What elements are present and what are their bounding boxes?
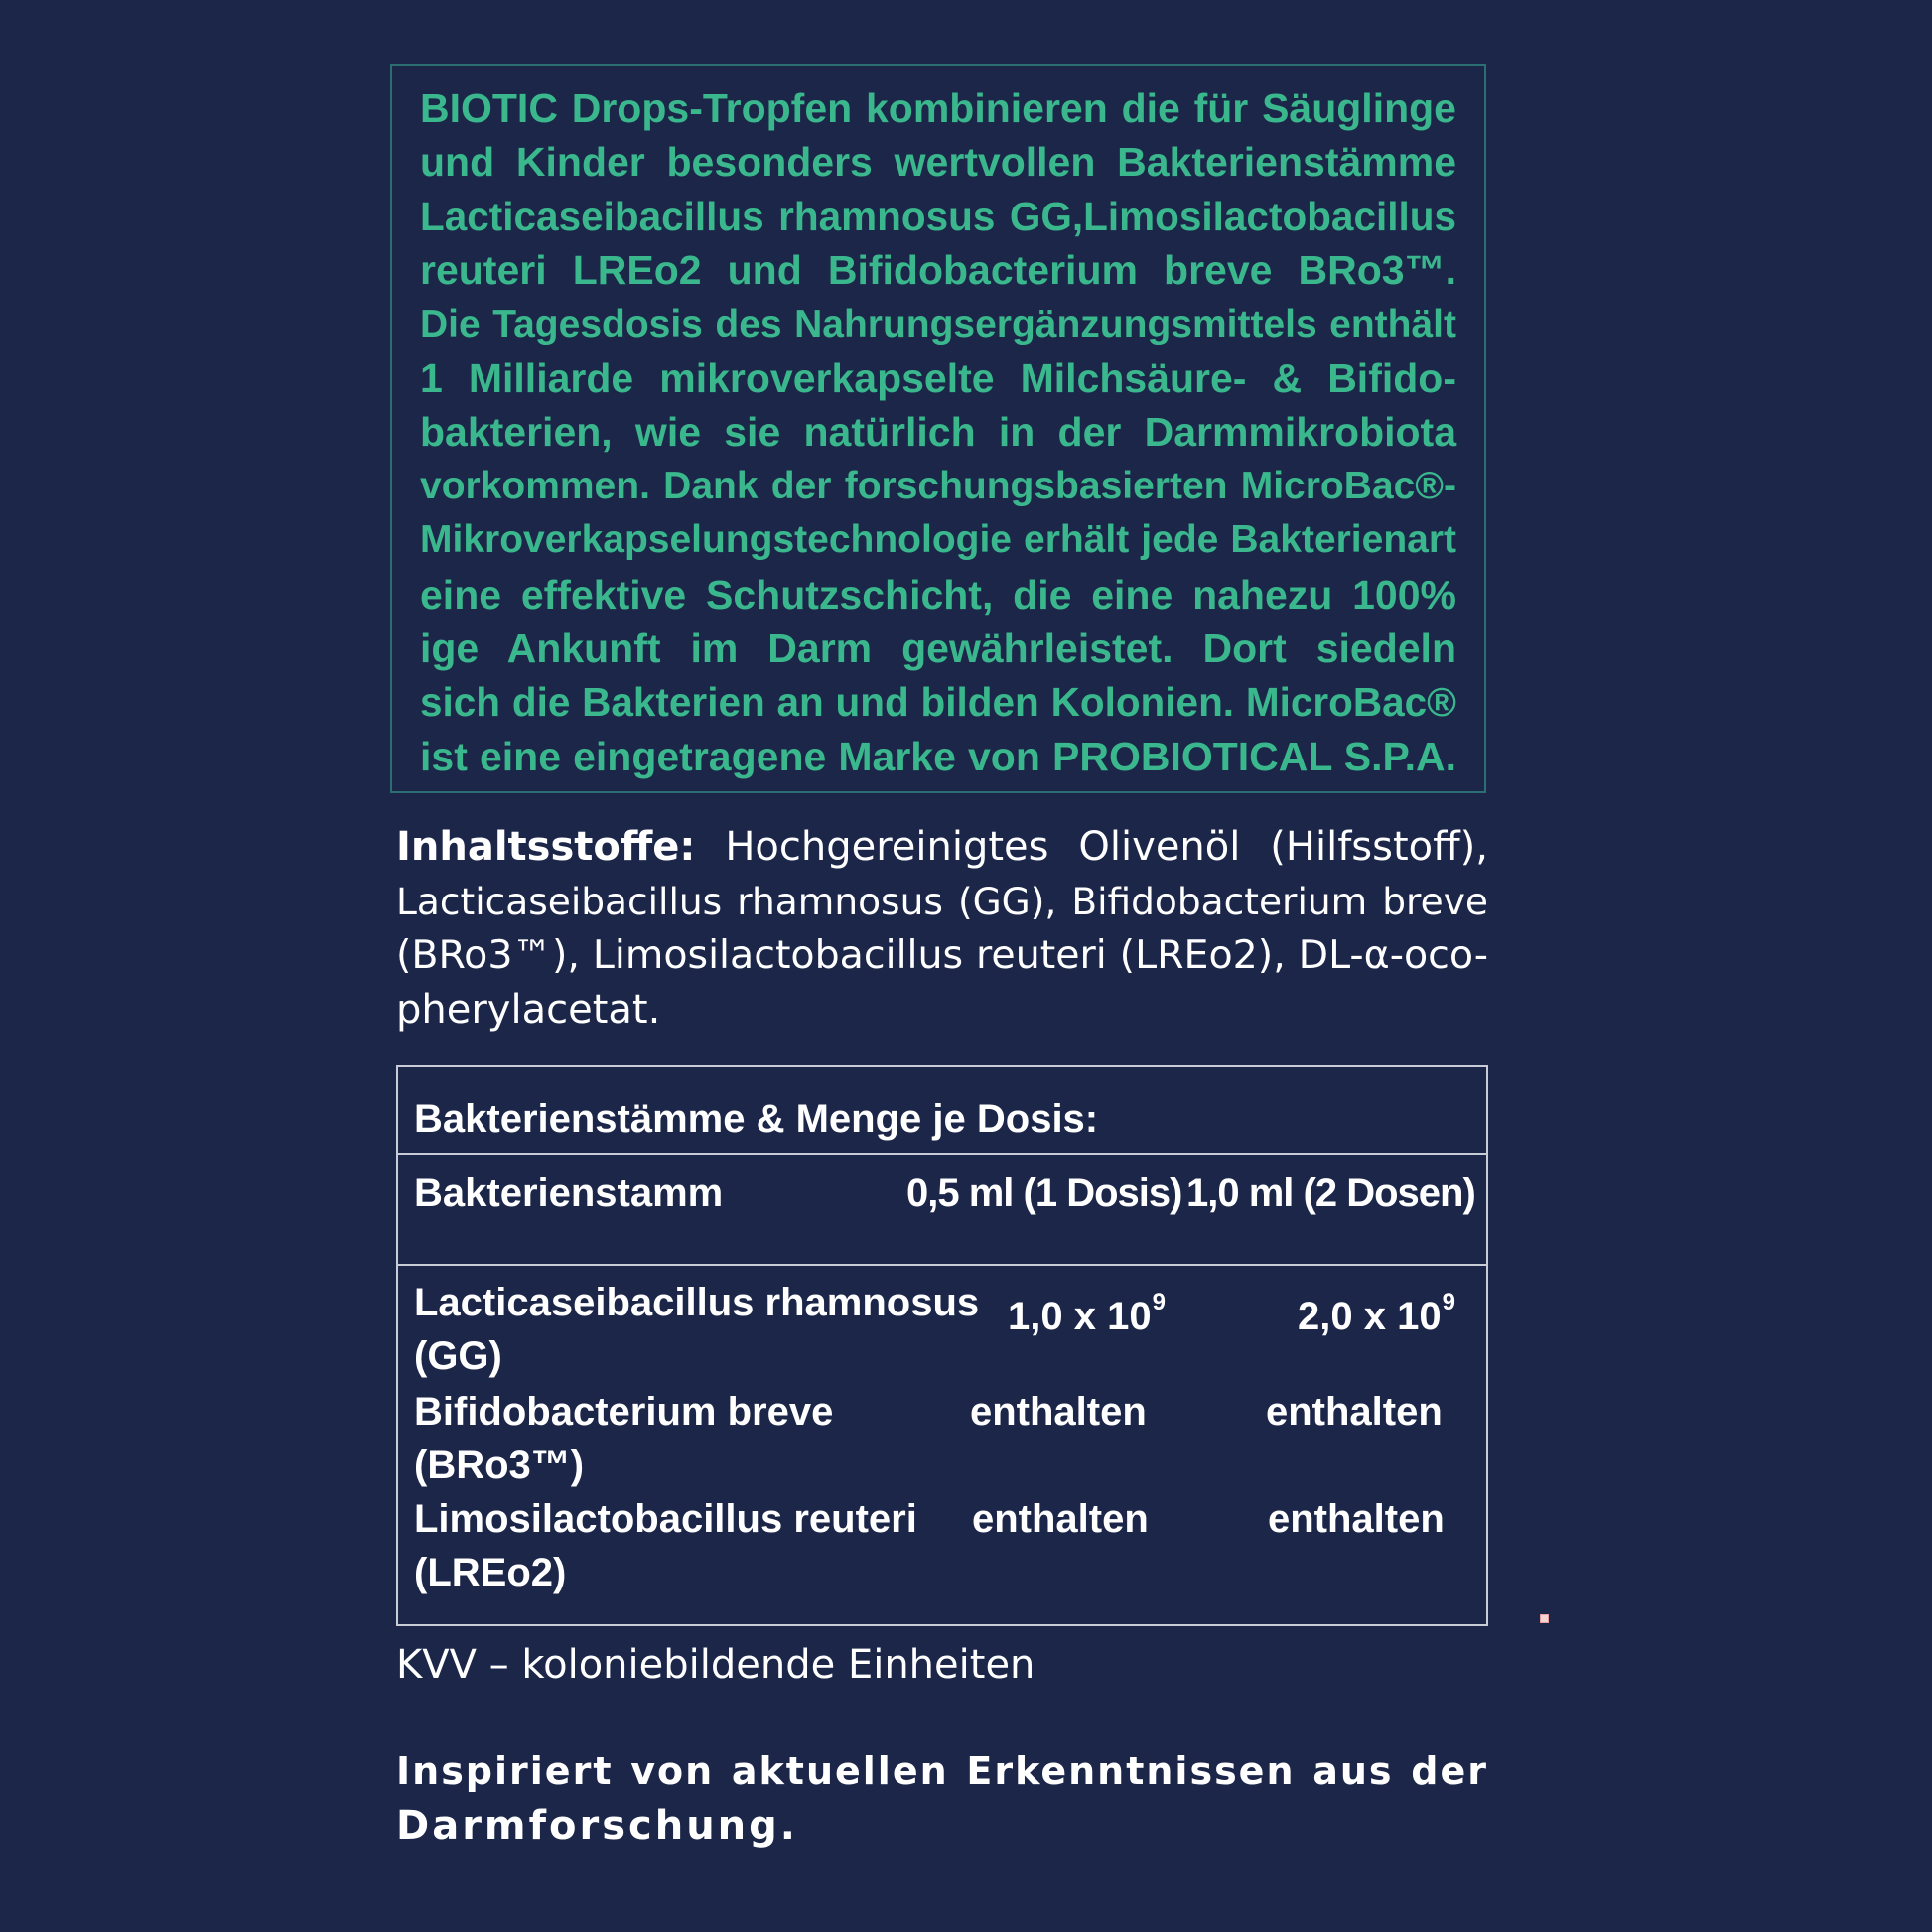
ingredients-text: Hochgereinigtes Olivenöl (Hilfsstoff), bbox=[695, 824, 1488, 870]
header-dose-2: 1,0 ml (2 Dosen) bbox=[1186, 1172, 1475, 1215]
table-title: Bakterienstämme & Menge je Dosis: bbox=[414, 1097, 1099, 1141]
table-divider bbox=[398, 1264, 1486, 1266]
ingredients-line: Lacticaseibacillus rhamnosus (GG), Bifidobacterium breve bbox=[396, 879, 1488, 923]
strain-name-line: Bifidobacterium breve bbox=[414, 1390, 834, 1434]
small-marker-icon bbox=[1540, 1614, 1549, 1623]
ingredients-label: Inhaltsstoffe: bbox=[396, 824, 696, 870]
intro-line: ist eine eingetragene Marke von PROBIOTICAL S.P.A. bbox=[420, 733, 1456, 779]
strain-name-line: Lacticaseibacillus rhamnosus bbox=[414, 1281, 980, 1324]
footnote: KVV – koloniebildende Einheiten bbox=[396, 1642, 1035, 1688]
intro-line: Die Tagesdosis des Nahrungsergänzungsmittels enthält bbox=[420, 302, 1456, 345]
strain-name-line: (LREo2) bbox=[414, 1551, 567, 1594]
intro-line: Lacticaseibacillus rhamnosus GG,Limosilactobacillus bbox=[420, 193, 1456, 239]
intro-line: sich die Bakterien an und bilden Kolonien. MicroBac® bbox=[420, 679, 1456, 726]
intro-line: Mikroverkapselungstechnologie erhält jede Bakterienart bbox=[420, 518, 1456, 562]
strain-table bbox=[396, 1065, 1488, 1626]
intro-line: vorkommen. Dank der forschungsbasierten MicroBac®- bbox=[420, 464, 1456, 507]
header-strain: Bakterienstamm bbox=[414, 1172, 724, 1215]
strain-name-line: (BRo3™) bbox=[414, 1444, 585, 1487]
strain-name-line: Limosilactobacillus reuteri bbox=[414, 1497, 917, 1541]
ingredients-line: pherylacetat. bbox=[396, 986, 661, 1033]
ingredients-line bbox=[396, 820, 1488, 875]
dose-exponent: 9 bbox=[1152, 1289, 1166, 1315]
dose-value-text: 1,0 x 10 bbox=[1008, 1295, 1152, 1338]
tagline-line: Inspiriert von aktuellen Erkenntnissen aus der bbox=[396, 1749, 1488, 1793]
strain-name-line: (GG) bbox=[414, 1334, 502, 1378]
intro-line: reuteri LREo2 und Bifidobacterium breve BRo3™. bbox=[420, 247, 1456, 294]
dose-exponent: 9 bbox=[1442, 1289, 1455, 1315]
intro-line: bakterien, wie sie natürlich in der Darmmikrobiota bbox=[420, 409, 1456, 456]
ingredients-paragraph bbox=[396, 820, 1488, 1036]
dose-2-value bbox=[1298, 1276, 1455, 1343]
dose-2-value: enthalten bbox=[1268, 1497, 1445, 1541]
tagline bbox=[396, 1744, 1488, 1854]
intro-line: und Kinder besonders wertvollen Bakterienstämme bbox=[420, 139, 1456, 186]
intro-line: eine effektive Schutzschicht, die eine nahezu 100% bbox=[420, 571, 1456, 618]
strain-name bbox=[414, 1276, 979, 1383]
dose-1-value: enthalten bbox=[972, 1497, 1149, 1541]
intro-line: 1 Milliarde mikroverkapselte Milchsäure- & Bifido- bbox=[420, 355, 1456, 402]
table-divider bbox=[398, 1153, 1486, 1155]
intro-line: BIOTIC Drops-Tropfen kombinieren die für Säuglinge bbox=[420, 85, 1456, 131]
intro-text-box bbox=[390, 64, 1486, 793]
intro-line: ige Ankunft im Darm gewährleistet. Dort siedeln bbox=[420, 625, 1456, 672]
dose-2-value: enthalten bbox=[1266, 1390, 1443, 1434]
strain-name bbox=[414, 1385, 833, 1492]
strain-name bbox=[414, 1492, 917, 1599]
dose-1-value: enthalten bbox=[970, 1390, 1147, 1434]
ingredients-line: (BRo3™), Limosilactobacillus reuteri (LREo2), DL-α-oco- bbox=[396, 932, 1488, 978]
header-dose-1: 0,5 ml (1 Dosis) bbox=[906, 1172, 1182, 1215]
tagline-line: Darmforschung. bbox=[396, 1803, 798, 1849]
dose-1-value bbox=[1008, 1276, 1166, 1343]
dose-value-text: 2,0 x 10 bbox=[1298, 1295, 1442, 1338]
